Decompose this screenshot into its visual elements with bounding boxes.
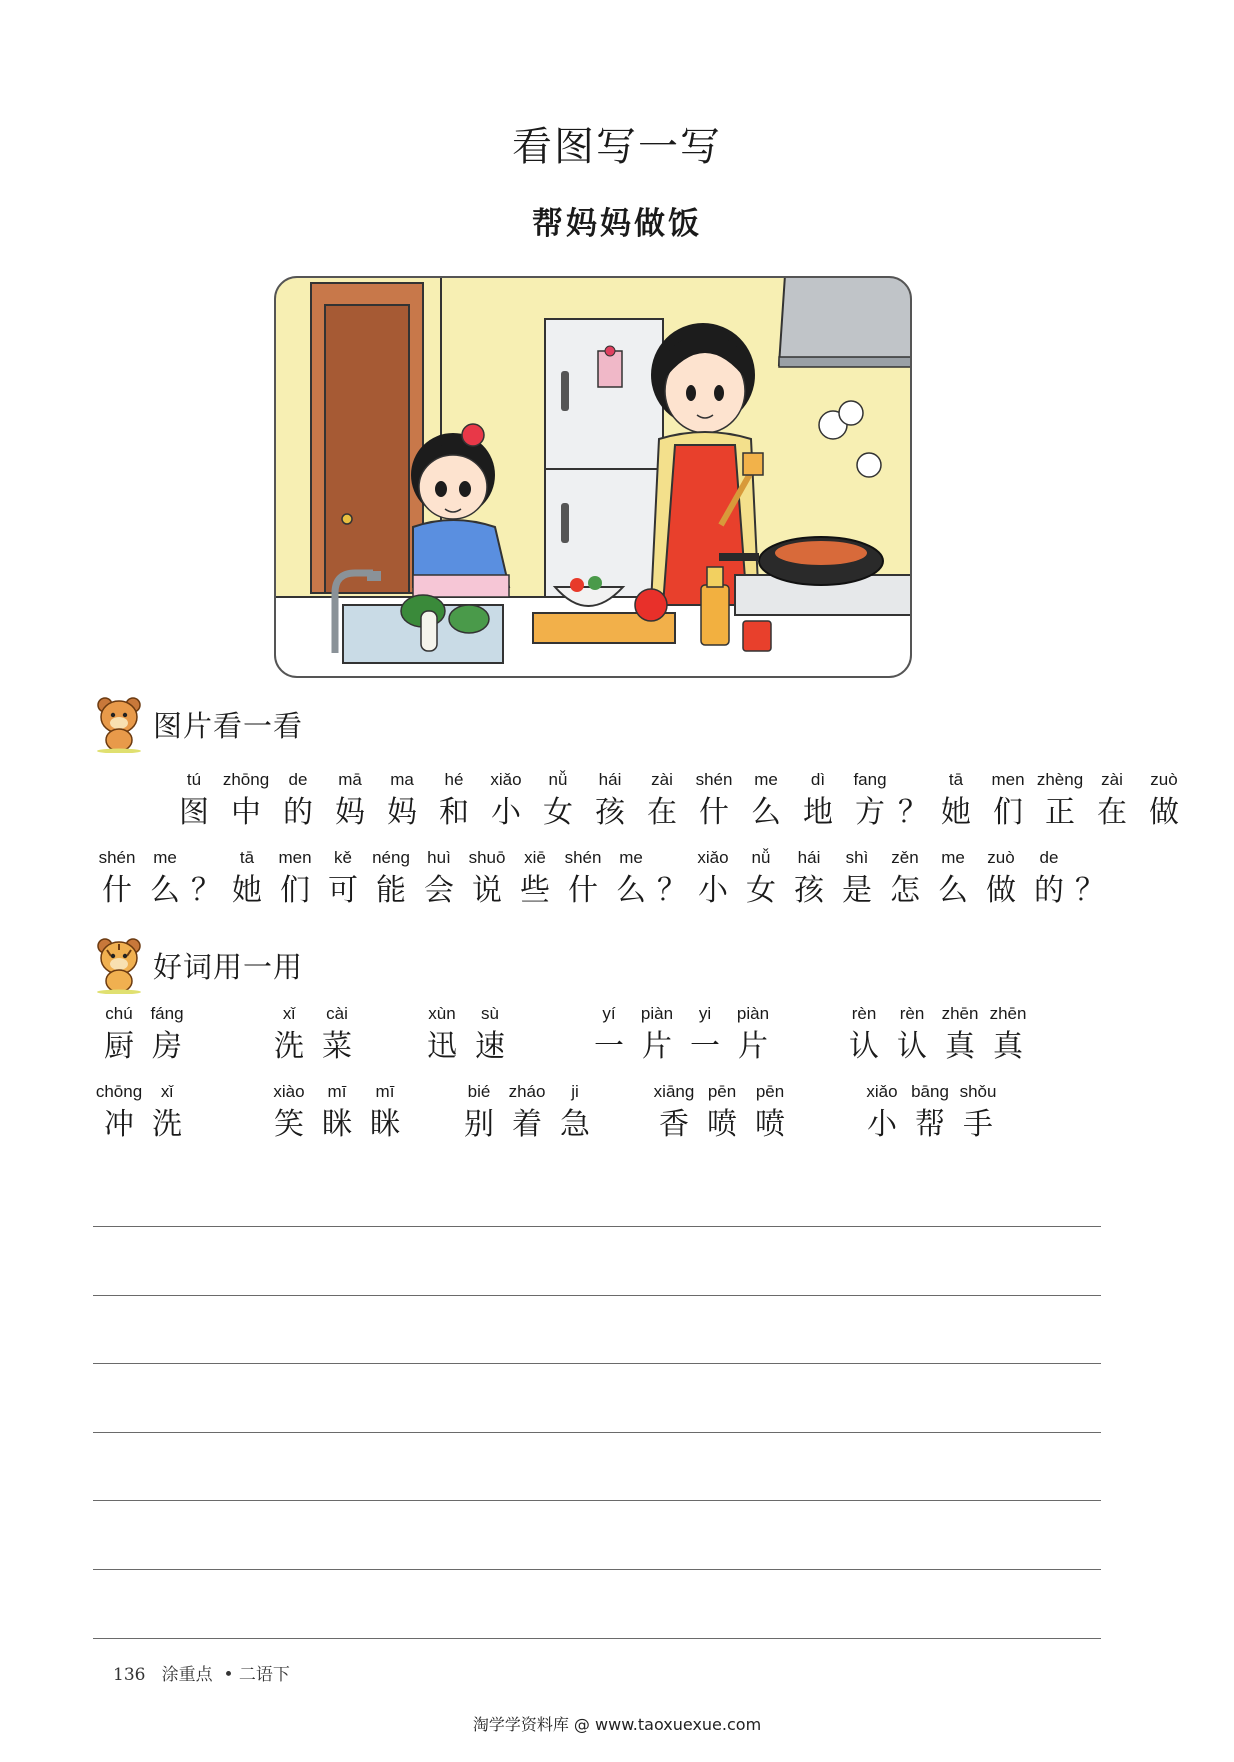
ruby-char [559, 846, 607, 912]
kitchen-illustration [273, 275, 913, 679]
pinyin: zěn [891, 848, 919, 867]
vocab-word [585, 1002, 777, 1068]
hanzi: 她 [941, 795, 971, 830]
ruby-char [785, 846, 833, 912]
ruby-char [982, 768, 1034, 834]
ruby-char [689, 846, 737, 912]
question-line-1 [168, 768, 1190, 834]
writing-line[interactable] [93, 1638, 1101, 1639]
hanzi: 认 [849, 1029, 879, 1064]
ruby-char [313, 1080, 361, 1146]
pinyin: me [153, 848, 177, 867]
pinyin: hé [444, 770, 464, 789]
pinyin: hái [797, 848, 821, 867]
hanzi: 小 [867, 1107, 897, 1142]
ruby-char [95, 1080, 143, 1146]
hanzi: 菜 [322, 1029, 352, 1064]
hanzi: 女 [746, 873, 776, 908]
hanzi: 手 [963, 1107, 993, 1142]
ruby-char [929, 846, 977, 912]
pinyin: yí [602, 1004, 616, 1023]
hanzi: 么 [751, 795, 781, 830]
ruby-char [740, 768, 792, 834]
ruby-char [95, 1002, 143, 1068]
pinyin: chōng [95, 1082, 143, 1101]
writing-line[interactable] [93, 1432, 1101, 1433]
ruby-char [1034, 768, 1086, 834]
hanzi: 们 [280, 873, 310, 908]
pinyin: tā [948, 770, 964, 789]
hanzi: 洗 [152, 1107, 182, 1142]
pinyin: zháo [508, 1082, 546, 1101]
ruby-char [223, 846, 271, 912]
ruby-char [1138, 768, 1190, 834]
ruby-char [361, 1080, 409, 1146]
ruby-char [143, 1002, 191, 1068]
ruby-char [272, 768, 324, 834]
hanzi: 一 [690, 1029, 720, 1064]
pinyin: bié [467, 1082, 491, 1101]
pinyin: sù [481, 1004, 499, 1023]
ruby-char [584, 768, 636, 834]
ruby-char [319, 846, 367, 912]
ruby-char [376, 768, 428, 834]
section-header-words [93, 934, 303, 996]
hanzi: 的 [283, 795, 313, 830]
pinyin: zài [651, 770, 673, 789]
hanzi: 在 [1097, 795, 1127, 830]
pinyin: mā [338, 770, 362, 789]
pinyin: rèn [851, 1004, 877, 1023]
pinyin: rèn [899, 1004, 925, 1023]
pinyin: xùn [428, 1004, 456, 1023]
pinyin: me [941, 848, 965, 867]
ruby-char [1073, 846, 1107, 912]
hanzi: 什 [568, 873, 598, 908]
ruby-char [1025, 846, 1073, 912]
hanzi: 别 [464, 1107, 494, 1142]
pinyin: me [754, 770, 778, 789]
hanzi: 妈 [335, 795, 365, 830]
ruby-char [954, 1080, 1002, 1146]
vocab-word [455, 1080, 599, 1146]
footer-separator: • [223, 1665, 234, 1685]
page-footer [113, 1660, 290, 1685]
grade-label: 二语下 [238, 1665, 290, 1685]
hanzi: 她 [232, 873, 262, 908]
pinyin: chú [105, 1004, 133, 1023]
pinyin: piàn [736, 1004, 770, 1023]
pinyin: ji [571, 1082, 579, 1101]
pinyin: nǚ [548, 770, 568, 789]
ruby-char [466, 1002, 514, 1068]
hanzi: 女 [543, 795, 573, 830]
vocab-word [265, 1002, 361, 1068]
ruby-char [313, 1002, 361, 1068]
pinyin: xiǎo [490, 770, 522, 789]
hanzi: 和 [439, 795, 469, 830]
ruby-char [271, 846, 319, 912]
ruby-char [681, 1002, 729, 1068]
ruby-char [746, 1080, 794, 1146]
hanzi: 冲 [104, 1107, 134, 1142]
ruby-char [984, 1002, 1032, 1068]
hanzi: 认 [897, 1029, 927, 1064]
pinyin: fang [853, 770, 887, 789]
vocab-word [858, 1080, 1002, 1146]
pinyin: shǒu [959, 1082, 997, 1101]
pinyin: hái [598, 770, 622, 789]
hanzi: ？ [657, 873, 687, 908]
hanzi: 什 [102, 873, 132, 908]
hanzi: ？ [898, 795, 928, 830]
hanzi: 喷 [755, 1107, 785, 1142]
hanzi: 片 [642, 1029, 672, 1064]
book-name: 涂重点 [161, 1665, 213, 1685]
hanzi: 妈 [387, 795, 417, 830]
hanzi: 笑 [274, 1107, 304, 1142]
ruby-char [936, 1002, 984, 1068]
hanzi: 着 [512, 1107, 542, 1142]
ruby-char [844, 768, 896, 834]
pinyin: shén [564, 848, 602, 867]
pinyin: men [991, 770, 1025, 789]
hanzi: 香 [659, 1107, 689, 1142]
pinyin: shén [695, 770, 733, 789]
writing-line[interactable] [93, 1569, 1101, 1570]
hanzi: 迅 [427, 1029, 457, 1064]
hanzi: 做 [1149, 795, 1179, 830]
pinyin: pēn [755, 1082, 785, 1101]
ruby-char [265, 1080, 313, 1146]
pinyin: mī [375, 1082, 395, 1101]
hanzi: 一 [594, 1029, 624, 1064]
hanzi: 做 [986, 873, 1016, 908]
pinyin: xiē [524, 848, 546, 867]
tiger-mascot-icon [93, 936, 145, 994]
ruby-char [418, 1002, 466, 1068]
hanzi: 急 [560, 1107, 590, 1142]
ruby-char [792, 768, 844, 834]
ruby-char [220, 768, 272, 834]
hanzi: 小 [698, 873, 728, 908]
ruby-char [729, 1002, 777, 1068]
pinyin: zhèng [1036, 770, 1084, 789]
ruby-char [650, 1080, 698, 1146]
pinyin: me [619, 848, 643, 867]
hanzi: 眯 [370, 1107, 400, 1142]
hanzi: 真 [945, 1029, 975, 1064]
vocab-word [418, 1002, 514, 1068]
ruby-char [1086, 768, 1138, 834]
pinyin: zhēn [941, 1004, 979, 1023]
hanzi: 眯 [322, 1107, 352, 1142]
hanzi: 帮 [915, 1107, 945, 1142]
ruby-char [607, 846, 655, 912]
ruby-char [428, 768, 480, 834]
hanzi: 正 [1045, 795, 1075, 830]
ruby-char [881, 846, 929, 912]
pinyin: pēn [707, 1082, 737, 1101]
pinyin: dì [810, 770, 826, 789]
pinyin: nǚ [751, 848, 771, 867]
ruby-char [480, 768, 532, 834]
ruby-char [833, 846, 881, 912]
hanzi: 厨 [104, 1029, 134, 1064]
ruby-char [415, 846, 463, 912]
hanzi: 速 [475, 1029, 505, 1064]
hanzi: 房 [152, 1029, 182, 1064]
pinyin: xǐ [282, 1004, 296, 1023]
hanzi: 图 [179, 795, 209, 830]
ruby-char [551, 1080, 599, 1146]
writing-line[interactable] [93, 1295, 1101, 1296]
vocab-word [840, 1002, 1032, 1068]
hanzi: 能 [376, 873, 406, 908]
hanzi: 会 [424, 873, 454, 908]
pinyin: ma [390, 770, 414, 789]
ruby-char [888, 1002, 936, 1068]
hanzi: 么 [150, 873, 180, 908]
pinyin: zài [1101, 770, 1123, 789]
pinyin: shén [98, 848, 136, 867]
page-number: 136 [113, 1665, 146, 1685]
pinyin: xiǎo [697, 848, 729, 867]
ruby-char [143, 1080, 191, 1146]
ruby-char [655, 846, 689, 912]
writing-line[interactable] [93, 1363, 1101, 1364]
pinyin: zuò [1150, 770, 1178, 789]
pinyin: xǐ [160, 1082, 174, 1101]
hanzi: 们 [993, 795, 1023, 830]
question-line-2 [93, 846, 1107, 912]
vocab-word [650, 1080, 794, 1146]
pinyin: piàn [640, 1004, 674, 1023]
ruby-char [141, 846, 189, 912]
vocab-word [265, 1080, 409, 1146]
pinyin: shuō [468, 848, 506, 867]
hanzi: 小 [491, 795, 521, 830]
hanzi: 中 [231, 795, 261, 830]
pinyin: zhōng [222, 770, 270, 789]
pinyin: men [278, 848, 312, 867]
ruby-char [324, 768, 376, 834]
section-label: 好词用一用 [153, 949, 304, 984]
vocab-word [95, 1080, 191, 1146]
ruby-char [977, 846, 1025, 912]
pinyin: cài [326, 1004, 348, 1023]
ruby-char [858, 1080, 906, 1146]
hanzi: ？ [191, 873, 221, 908]
hanzi: 什 [699, 795, 729, 830]
ruby-char [455, 1080, 503, 1146]
hanzi: 片 [738, 1029, 768, 1064]
ruby-char [930, 768, 982, 834]
ruby-char [93, 846, 141, 912]
ruby-char [906, 1080, 954, 1146]
pinyin: xiào [273, 1082, 305, 1101]
hanzi: 喷 [707, 1107, 737, 1142]
ruby-char [636, 768, 688, 834]
page-title: 看图写一写 [512, 124, 722, 170]
ruby-char [168, 768, 220, 834]
hanzi: 孩 [595, 795, 625, 830]
ruby-char [633, 1002, 681, 1068]
ruby-char [585, 1002, 633, 1068]
pinyin: tú [186, 770, 202, 789]
pinyin: kě [334, 848, 352, 867]
hanzi: 孩 [794, 873, 824, 908]
ruby-char [688, 768, 740, 834]
pinyin: bāng [911, 1082, 949, 1101]
ruby-char [189, 846, 223, 912]
vocab-word [95, 1002, 191, 1068]
ruby-char [265, 1002, 313, 1068]
section-label: 图片看一看 [153, 708, 304, 743]
writing-line[interactable] [93, 1500, 1101, 1501]
ruby-char [698, 1080, 746, 1146]
pinyin: yi [698, 1004, 712, 1023]
pinyin: zuò [987, 848, 1015, 867]
pinyin: shì [845, 848, 869, 867]
ruby-char [532, 768, 584, 834]
ruby-char [463, 846, 511, 912]
pinyin: fáng [150, 1004, 184, 1023]
page-subtitle: 帮妈妈做饭 [532, 206, 702, 242]
hanzi: 洗 [274, 1029, 304, 1064]
hanzi: ？ [1075, 873, 1105, 908]
pinyin: tā [239, 848, 255, 867]
ruby-char [840, 1002, 888, 1068]
hanzi: 么 [616, 873, 646, 908]
hanzi: 地 [803, 795, 833, 830]
pinyin: de [288, 770, 308, 789]
writing-line[interactable] [93, 1226, 1101, 1227]
ruby-char [896, 768, 930, 834]
pinyin: zhēn [989, 1004, 1027, 1023]
ruby-char [737, 846, 785, 912]
pinyin: mī [327, 1082, 347, 1101]
hanzi: 的 [1034, 873, 1064, 908]
pinyin: de [1039, 848, 1059, 867]
ruby-char [511, 846, 559, 912]
pinyin: néng [372, 848, 410, 867]
hanzi: 说 [472, 873, 502, 908]
watermark: 淘学学资料库 @ www.taoxuexue.com [472, 1715, 762, 1734]
hanzi: 可 [328, 873, 358, 908]
hanzi: 在 [647, 795, 677, 830]
ruby-char [367, 846, 415, 912]
section-header-look [93, 693, 303, 755]
hanzi: 方 [855, 795, 885, 830]
pinyin: huì [427, 848, 451, 867]
hanzi: 真 [993, 1029, 1023, 1064]
pinyin: xiāng [653, 1082, 695, 1101]
hanzi: 些 [520, 873, 550, 908]
hanzi: 是 [842, 873, 872, 908]
ruby-char [503, 1080, 551, 1146]
hanzi: 怎 [890, 873, 920, 908]
hanzi: 么 [938, 873, 968, 908]
pinyin: xiǎo [866, 1082, 898, 1101]
tiger-mascot-icon [93, 695, 145, 753]
